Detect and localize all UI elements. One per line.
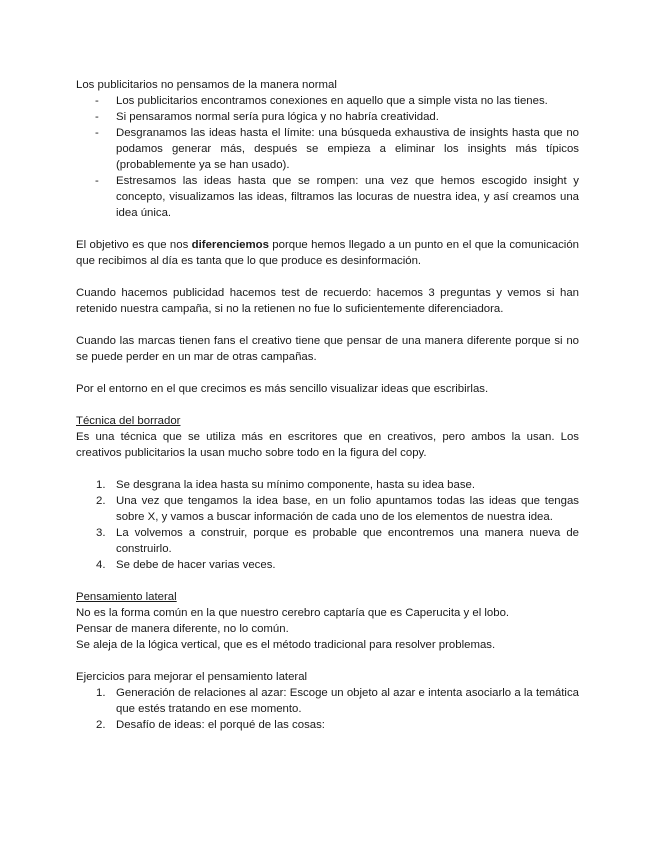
intro-bullet-list (76, 93, 579, 221)
borrador-steps-list (76, 477, 579, 573)
paragraph-recuerdo: Cuando hacemos publicidad hacemos test de recuerdo: hacemos 3 preguntas y vemos si han retenido nuestra campaña, si no la retienen no fue lo suficientemente diferenciadora. (76, 287, 579, 315)
section-heading-lateral: Pensamiento lateral (76, 591, 177, 603)
document-page (76, 77, 579, 733)
intro-title: Los publicitarios no pensamos de la manera normal (76, 79, 337, 91)
section-heading-borrador: Técnica del borrador (76, 415, 181, 427)
section-heading-ejercicios: Ejercicios para mejorar el pensamiento lateral (76, 671, 308, 683)
list-item: - Desgranamos las ideas hasta el límite: una búsqueda exhaustiva de insights hasta que no podamos generar más, después se empieza a eliminar los insights más típicos (probablemente ya se han usado). (95, 127, 579, 171)
list-item: - Estresamos las ideas hasta que se rompen: una vez que hemos escogido insight y concepto, visualizamos las ideas, filtramos las locuras de nuestra idea, y así creamos una idea única. (95, 175, 579, 219)
list-item: 2. Desafío de ideas: el porqué de las cosas: (96, 719, 325, 731)
lateral-line: No es la forma común en la que nuestro cerebro captaría que es Caperucita y el lobo. (76, 607, 510, 619)
paragraph-marcas: Cuando las marcas tienen fans el creativo tiene que pensar de una manera diferente porque si no se puede perder en un mar de otras campañas. (76, 335, 579, 363)
dash-marker: - (95, 95, 99, 107)
paragraph-borrador: Es una técnica que se utiliza más en escritores que en creativos, pero ambos la usan. Los creativos publicitarios la usan mucho sobre todo en la figura del copy. (76, 431, 579, 459)
lateral-line: Se aleja de la lógica vertical, que es el método tradicional para resolver problemas. (76, 639, 496, 651)
list-item: 4. Se debe de hacer varias veces. (96, 559, 276, 571)
dash-marker: - (95, 127, 99, 139)
list-item: 1. Se desgrana la idea hasta su mínimo componente, hasta su idea base. (96, 479, 476, 491)
list-item: - Los publicitarios encontramos conexiones en aquello que a simple vista no las tienes. (95, 95, 548, 107)
ejercicios-list (76, 685, 579, 733)
list-item: 2. Una vez que tengamos la idea base, en un folio apuntamos todas las ideas que tengas sobre X, y vamos a buscar información de cada uno de los elementos de nuestra idea. (96, 495, 579, 523)
paragraph-objetivo: El objetivo es que nos diferenciemos porque hemos llegado a un punto en el que la comunicación que recibimos al día es tanta que lo que produce es desinformación. (76, 239, 579, 267)
lateral-line: Pensar de manera diferente, no lo común. (76, 623, 289, 635)
bold-term: diferenciemos (191, 239, 269, 251)
dash-marker: - (95, 175, 99, 187)
list-item: 3. La volvemos a construir, porque es probable que encontremos una manera nueva de construirlo. (96, 527, 579, 555)
paragraph-entorno: Por el entorno en el que crecimos es más sencillo visualizar ideas que escribirlas. (76, 383, 489, 395)
list-item: 1. Generación de relaciones al azar: Escoge un objeto al azar e intenta asociarlo a la temática que estés tratando en ese momento. (96, 687, 579, 715)
list-item: - Si pensaramos normal sería pura lógica y no habría creatividad. (95, 111, 439, 123)
dash-marker: - (95, 111, 99, 123)
